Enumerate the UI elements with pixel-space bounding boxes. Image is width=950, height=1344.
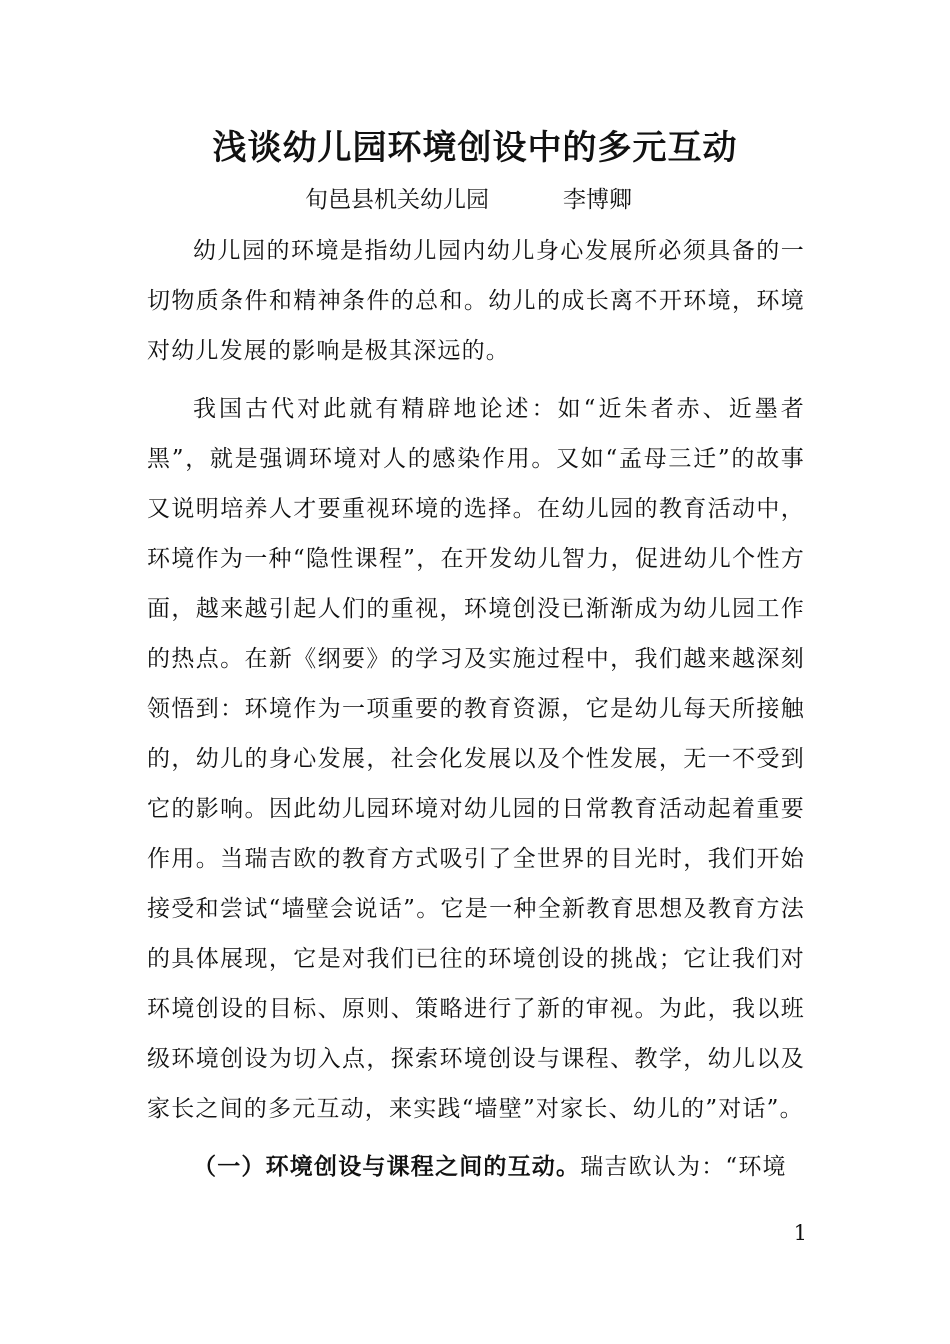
section-text: 瑞吉欧认为：“环境 [580, 1154, 787, 1180]
section-heading: （一）环境创设与课程之间的互动。 [193, 1154, 581, 1180]
page-number: 1 [793, 1221, 807, 1245]
paragraph-section-start [147, 1142, 805, 1192]
document-title: 浅谈幼儿园环境创设中的多元互动 [212, 128, 738, 168]
document-body [147, 226, 805, 1192]
byline [0, 180, 950, 220]
paragraph-main: 我国古代对此就有精辟地论述：如“近朱者赤、近墨者黑”，就是强调环境对人的感染作用。又如“孟母三迁”的故事又说明培养人才要重视环境的选择。在幼儿园的教育活动中，环境作为一种“隐性课程”，在开发幼儿智力，促进幼儿个性方面，越来越引起人们的重视，环境创没已渐渐成为幼儿园工作的热点。在新《纲要》的学习及实施过程中，我们越来越深刻领悟到：环境作为一项重要的教育资源，它是幼儿每天所接触的，幼儿的身心发展，社会化发展以及个性发展，无一不受到它的影响。因此幼儿园环境对幼儿园的日常教育活动起着重要作用。当瑞吉欧的教育方式吸引了全世界的目光时，我们开始接受和尝试“墙壁会说话”。它是一种全新教育思想及教育方法的具体展现，它是对我们已往的环境创设的挑战；它让我们对环境创设的目标、原则、策略进行了新的审视。为此，我以班级环境创设为切入点，探索环境创设与课程、教学，幼儿以及家长之间的多元互动，来实践“墙壁”对家长、幼儿的”对话”。 [147, 396, 805, 1122]
author-organization: 旬邑县机关幼儿园 [305, 187, 489, 213]
author-name: 李博卿 [563, 187, 632, 213]
paragraph-intro: 幼儿园的环境是指幼儿园内幼儿身心发展所必须具备的一切物质条件和精神条件的总和。幼儿的成长离不开环境，环境对幼儿发展的影响是极其深远的。 [147, 238, 805, 364]
